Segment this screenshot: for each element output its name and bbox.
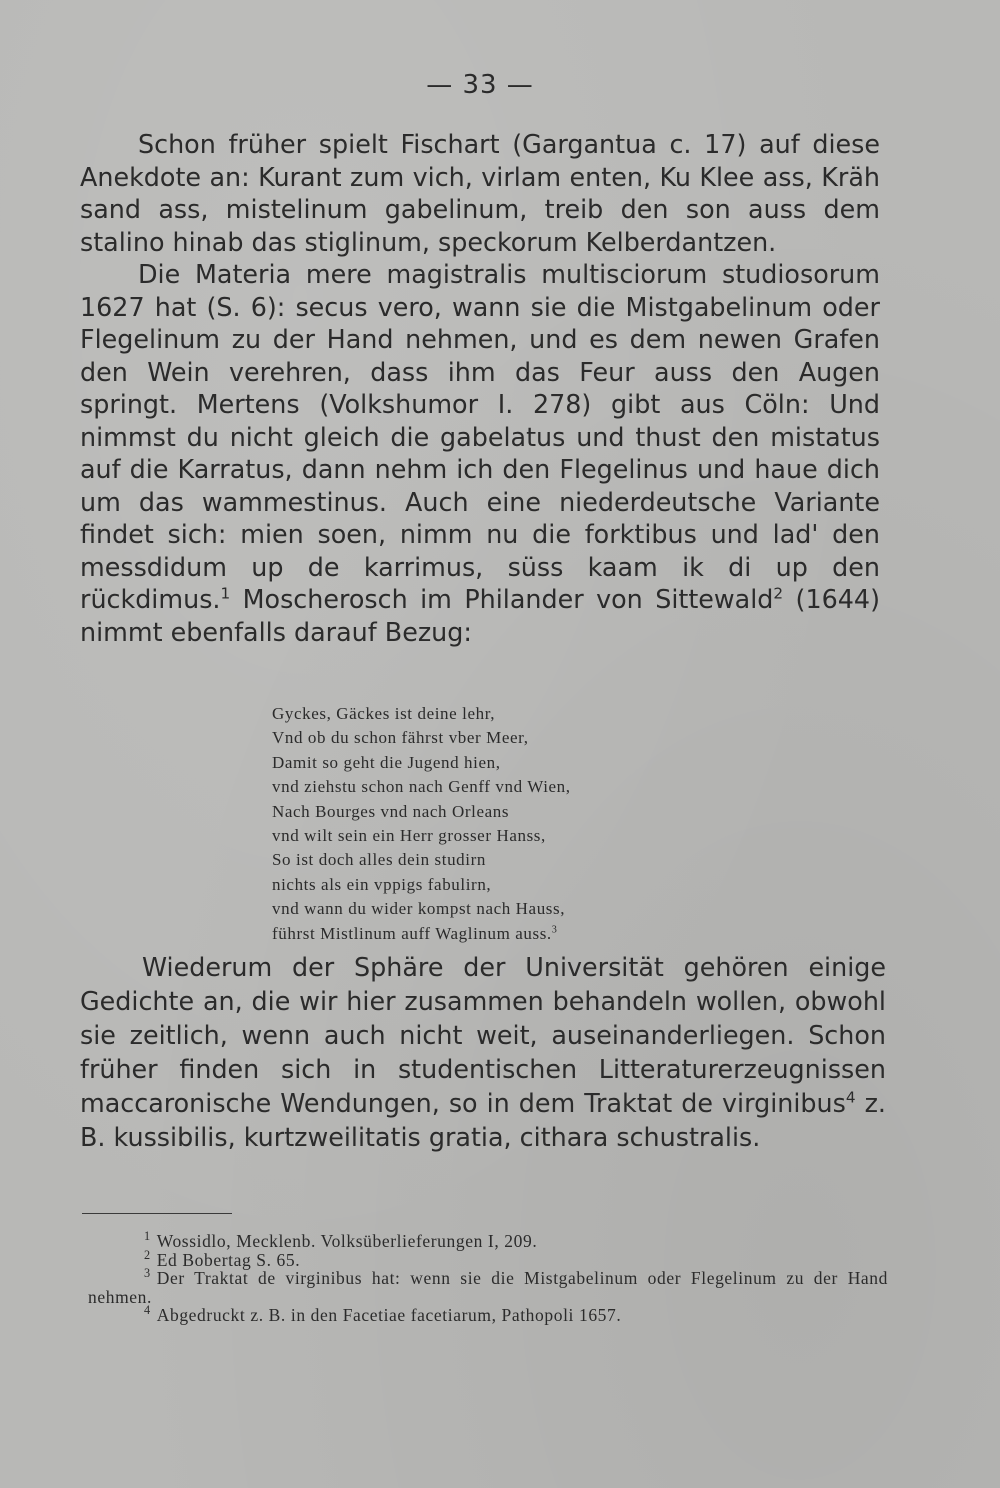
paragraph-fischart: Schon früher spielt Fischart (Gargantua c. 17) auf diese Anekdote an: Kurant zum vich, virlam enten, Ku Klee ass, Kräh sand ass, mistelinum gabelinum, treib den son auss dem stalino hinab das stiglinum, speckorum Kelberdantzen. <box>80 129 880 257</box>
footnote-mark: 3 <box>144 1266 151 1281</box>
paragraph-materia <box>80 258 880 648</box>
verse-line-last <box>272 922 732 946</box>
footnote-mark: 2 <box>144 1247 151 1262</box>
footnote-text: Der Traktat de virginibus hat: wenn sie die Mistgabelinum oder Flegelinum zu der Hand nehmen. <box>88 1268 888 1307</box>
paragraph-materia-text: Die Materia mere magistralis multisciorum studiosorum 1627 hat (S. 6): secus vero, wann sie die Mistgabelinum oder Flegelinum zu der Hand nehmen, und es dem newen Grafen den Wein verehren, dass ihm das Feur auss den Augen springt. Mertens (Volkshumor I. 278) gibt aus Cöln: Und nimmst du nicht gleich die gabelatus und thust den mistatus auf die Karratus, dann nehm ich den Flegelinus und haue dich um das wammestinus. Auch eine niederdeutsche Variante findet sich: mien soen, nimm nu die forktibus und lad' den messdidum up de karrimus, süss kaam ik di up den rückdimus. <box>80 259 880 614</box>
footnote-text: Wossidlo, Mecklenb. Volksüberlieferungen I, 209. <box>156 1231 538 1251</box>
verse-line: Damit so geht die Jugend hien, <box>272 752 501 772</box>
paragraph-universitaet <box>80 950 886 1154</box>
footnote-ref-3: 3 <box>551 924 558 935</box>
footnote-ref-4: 4 <box>845 1088 856 1107</box>
main-text-continued <box>80 950 886 1154</box>
verse-line: So ist doch alles dein studirn <box>272 850 486 870</box>
paragraph-moscherosch-end: (1644) nimmt ebenfalls darauf Bezug: <box>80 584 880 647</box>
footnote-text: Ed Bobertag S. 65. <box>156 1249 301 1270</box>
verse-line: vnd wann du wider kompst nach Hauss, <box>272 899 566 919</box>
paragraph-moscherosch: Moscherosch im Philander von Sittewald <box>242 584 774 614</box>
footnote-ref-2: 2 <box>773 584 784 603</box>
verse-line: nichts als ein vppigs fabulirn, <box>272 874 492 894</box>
footnote-mark: 4 <box>144 1303 151 1318</box>
verse-line: Gyckes, Gäckes ist deine lehr, <box>272 704 496 723</box>
verse-line: Vnd ob du schon fährst vber Meer, <box>272 728 529 748</box>
paragraph-universitaet-text: Wiederum der Sphäre der Universität gehören einige Gedichte an, die wir hier zusammen behandeln wollen, obwohl sie zeitlich, wenn auch nicht weit, auseinanderliegen. Schon früher finden sich in studentischen Litteraturerzeugnissen maccaronische Wendungen, so in dem Traktat de virginibus <box>80 952 886 1118</box>
footnote <box>88 1266 888 1307</box>
footnote-ref-1: 1 <box>220 584 231 603</box>
verse-line-last-text: führst Mistlinum auff Waglinum auss. <box>272 923 552 943</box>
verse-line: Nach Bourges vnd nach Orleans <box>272 801 510 821</box>
footnote-mark: 1 <box>144 1229 151 1244</box>
footnote <box>88 1229 888 1251</box>
verse-quote <box>272 702 732 946</box>
footnote-text: Abgedruckt z. B. in den Facetiae facetiarum, Pathopoli 1657. <box>156 1305 622 1325</box>
page-number: — 33 — <box>426 70 534 100</box>
footnote-separator <box>82 1213 232 1214</box>
footnotes <box>88 1229 888 1325</box>
verse-line: vnd wilt sein ein Herr grosser Hanss, <box>272 826 546 846</box>
paragraph-universitaet-end: z. B. kussibilis, kurtzweilitatis gratia, cithara schustralis. <box>80 1088 886 1152</box>
footnote <box>88 1247 888 1270</box>
footnote <box>88 1303 888 1325</box>
main-text <box>80 128 880 648</box>
verse-line: vnd ziehstu schon nach Genff vnd Wien, <box>272 777 571 797</box>
